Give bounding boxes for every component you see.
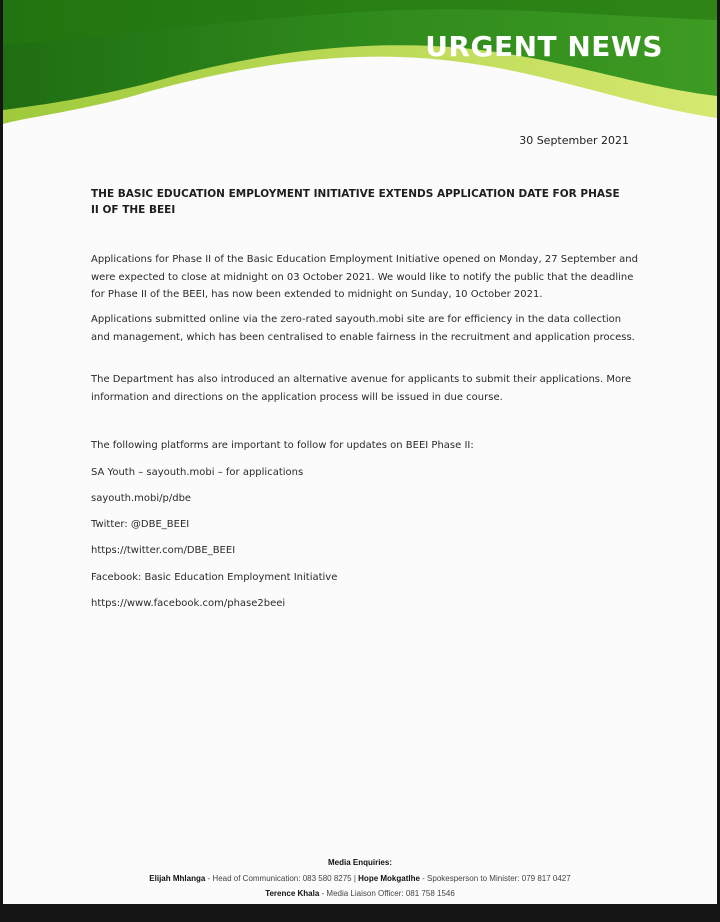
- banner-title: URGENT NEWS: [425, 30, 663, 63]
- paragraph-2: Applications submitted online via the zero-rated sayouth.mobi site are for efficiency in the data collection and management, which has been centralised to enable fairness in the recruitment and application process.: [91, 314, 635, 343]
- platform-item: sayouth.mobi/p/dbe: [91, 493, 192, 504]
- document-page: [3, 0, 717, 904]
- platform-item: https://twitter.com/DBE_BEEI: [91, 545, 236, 556]
- banner-graphic: [3, 0, 717, 135]
- contact-role: - Spokesperson to Minister: 079 817 0427: [419, 874, 571, 883]
- contact-name: Hope Mokgatlhe: [358, 874, 420, 883]
- contact-role: - Media Liaison Officer: 081 758 1546: [319, 889, 455, 898]
- headline: THE BASIC EDUCATION EMPLOYMENT INITIATIVE EXTENDS APPLICATION DATE FOR PHASE II OF THE BEEI: [91, 188, 620, 216]
- platforms-intro: The following platforms are important to follow for updates on BEEI Phase II:: [91, 440, 474, 451]
- platform-item: Facebook: Basic Education Employment Initiative: [91, 572, 338, 583]
- media-contacts-line-1: [3, 874, 717, 883]
- media-enquiries-heading: Media Enquiries:: [327, 858, 392, 867]
- platform-item: Twitter: @DBE_BEEI: [91, 519, 190, 530]
- platform-item: https://www.facebook.com/phase2beei: [91, 598, 286, 609]
- paragraph-3: The Department has also introduced an alternative avenue for applicants to submit their applications. More information and directions on the application process will be issued in due course.: [91, 374, 632, 403]
- paragraph-1: Applications for Phase II of the Basic Education Employment Initiative opened on Monday, 27 September and were expected to close at midnight on 03 October 2021. We would like to notify the public that the deadline for Phase II of the BEEI, has now been extended to midnight on Sunday, 10 October 2021.: [91, 254, 638, 300]
- contact-name: Elijah Mhlanga: [149, 874, 206, 883]
- platform-item: SA Youth – sayouth.mobi – for applications: [91, 467, 304, 478]
- media-contacts-line-2: [3, 889, 717, 898]
- contact-name: Terence Khala: [265, 889, 320, 898]
- contact-role: - Head of Communication: 083 580 8275 |: [205, 874, 359, 883]
- document-date: 30 September 2021: [519, 134, 629, 147]
